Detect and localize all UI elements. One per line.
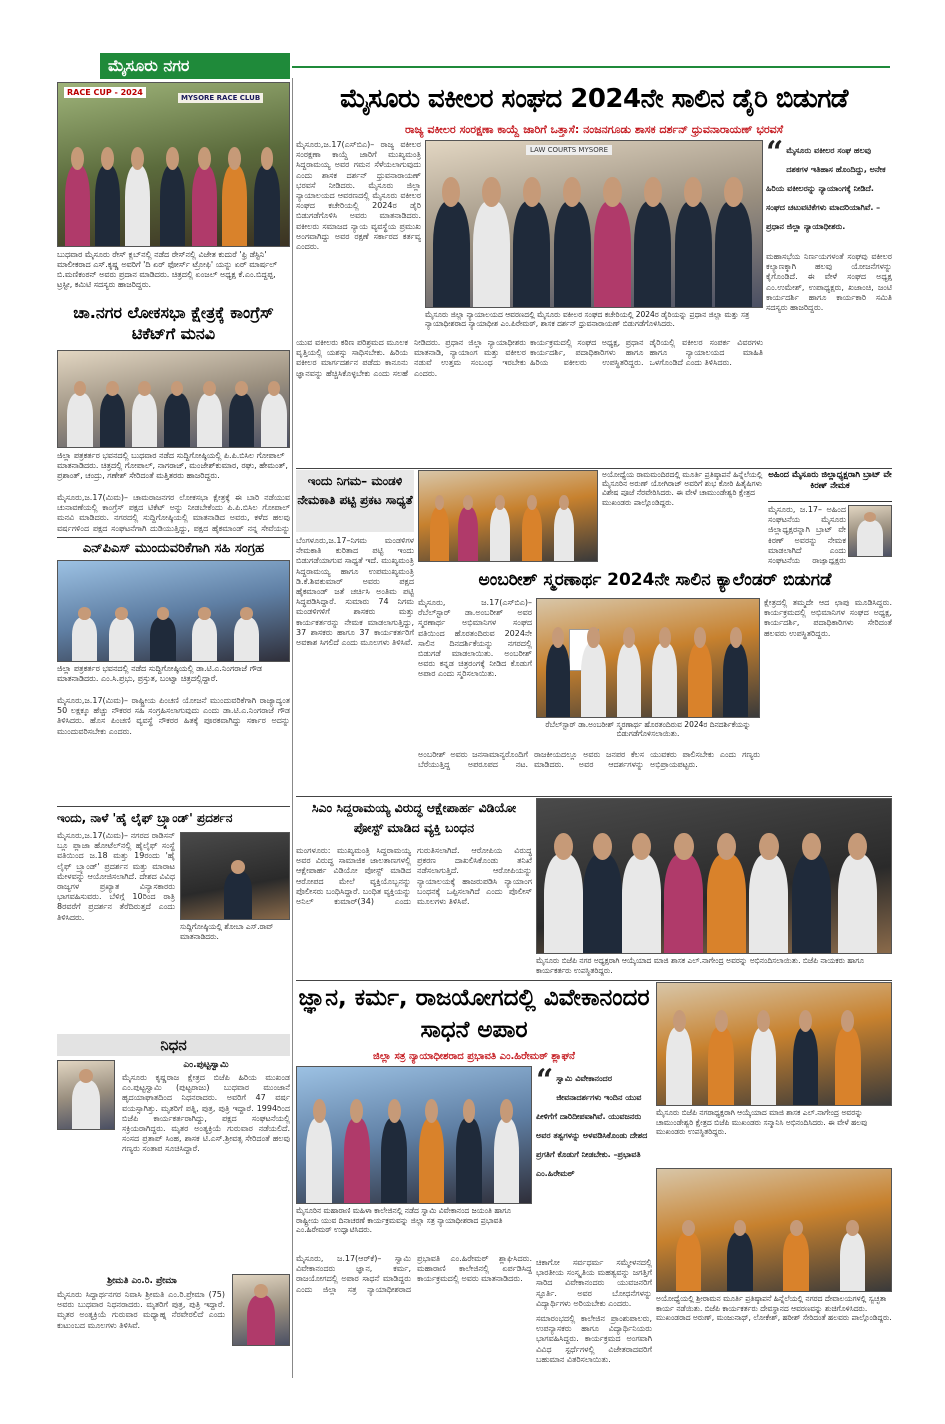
lead-quote: ಮೈಸೂರು ವಕೀಲರ ಸಂಘ ಹಲವು ದಶಕಗಳ ಇತಿಹಾಸ ಹೊಂದಿದ್ದು, ಅನೇಕ ಹಿರಿಯ ವಕೀಲರನ್ನು ನ್ಯಾಯಾಂಗಕ್ಕೆ ನೀಡಿದೆ. ಸಂಘದ ಚಟುವಟಿಕೆಗಳು ಮಾದರಿಯಾಗಿವೆ. –ಪ್ರಧಾನ ಜಿಲ್ಲಾ ನ್ಯಾಯಾಧೀಶರು. — [766, 146, 886, 231]
halflife-headline: ಇಂದು, ನಾಳೆ 'ಹೈ ಲೈಫ್ ಬ್ರ್ಯಾಂಡ್' ಪ್ರದರ್ಶನ — [57, 811, 233, 825]
calendar-col3: ಕ್ಷೇತ್ರದಲ್ಲಿ ತಮ್ಮದೇ ಆದ ಛಾಪು ಮೂಡಿಸಿದ್ದರು. ಕಾರ್ಯಕ್ರಮದಲ್ಲಿ ಅಭಿಮಾನಿಗಳ ಸಂಘದ ಅಧ್ಯಕ್ಷ, ಕಾರ್ಯದರ್ಶಿ, ಪದಾಧಿಕಾರಿಗಳು ಸೇರಿದಂತೆ ಹಲವರು ಉಪಸ್ಥಿತರಿದ್ದರು. — [764, 598, 892, 638]
bhrat-headline: ಅಹಿಂದ ಮೈಸೂರು ಜಿಲ್ಲಾಧ್ಯಕ್ಷರಾಗಿ ಬ್ರಾಟ್ ವೇ ಕಿರಣ್ ನೇಮಕ — [768, 470, 892, 491]
halflife-caption: ಸುದ್ದಿಗೋಷ್ಠಿಯಲ್ಲಿ ಶೋಬಾ ಎಸ್.ರಾವ್ ಮಾತನಾಡಿದರು. — [180, 922, 274, 941]
vivek-quote: ಸ್ವಾಮಿ ವಿವೇಕಾನಂದರ ಜೀವನಾದರ್ಶಗಳು ಇಂದಿನ ಯುವ ಪೀಳಿಗೆಗೆ ದಾರಿದೀಪವಾಗಿವೆ. ಯುವಜನರು ಅವರ ತತ್ವಗಳನ್ನು ಅಳವಡಿಸಿಕೊಂಡು ದೇಶದ ಪ್ರಗತಿಗೆ ಕೊಡುಗೆ ನೀಡಬೇಕು. –ಪ್ರಭಾವತಿ ಎಂ.ಹಿರೇಮಠ್ — [536, 1074, 648, 1178]
right-photo-1 — [656, 982, 892, 1106]
obituary-headline: ನಿಧನ — [160, 1036, 187, 1054]
lead-banner: LAW COURTS MYSORE — [526, 145, 612, 155]
registration-marks-left — [60, 1404, 120, 1412]
lead-col3: ಕಾರ್ಯಕ್ರಮದಲ್ಲಿ ಸಂಘದ ಅಧ್ಯಕ್ಷ, ಪ್ರಧಾನ ಕಾರ್ಯದರ್ಶಿ, ಪದಾಧಿಕಾರಿಗಳು ಹಾಗೂ ಹಿರಿಯ ವಕೀಲರು ಉಪಸ್ಥಿತರಿದ್ದರು. ಡೈರಿಯಲ್ಲಿ ವಕೀಲರ ಸಂಪರ್ಕ ವಿವರಗಳು ಹಾಗೂ ನ್ಯಾಯಾಲಯದ ಮಾಹಿತಿ ಒಳಗೊಂಡಿದೆ ಎಂದು ತಿಳಿಸಿದರು. — [530, 338, 763, 368]
halflife-rule — [57, 806, 290, 807]
halflife-body: ಮೈಸೂರು,ಜ.17(ಮಿಮ)– ನಗರದ ರಾಡಿಸನ್ ಬ್ಲೂ ಪ್ಲಾಜಾ ಹೋಟೆಲ್‌ನಲ್ಲಿ ಹೈಲೈಫ್ ಸಂಸ್ಥೆ ವತಿಯಿಂದ ಜ.18 ಮತ್ತು 19ರಂದು 'ಹೈ ಲೈಫ್ ಬ್ರ್ಯಾಂಡ್' ಪ್ರದರ್ಶನ ಮತ್ತು ಮಾರಾಟ ಮೇಳವನ್ನು ಆಯೋಜಿಸಲಾಗಿದೆ. ದೇಶದ ವಿವಿಧ ರಾಜ್ಯಗಳ ಪ್ರಖ್ಯಾತ ವಿನ್ಯಾಸಕಾರರು ಭಾಗವಹಿಸುವರು. ಬೆಳಿಗ್ಗೆ 10ರಿಂದ ರಾತ್ರಿ 8ರವರೆಗೆ ಪ್ರದರ್ಶನ ತೆರೆದಿರುತ್ತದೆ ಎಂದು ತಿಳಿಸಿದರು. — [57, 831, 175, 922]
masthead-rule — [292, 66, 890, 68]
right-photo-2 — [656, 1168, 892, 1292]
right-photo-2-caption: ಅಯೋಧ್ಯೆಯಲ್ಲಿ ಶ್ರೀರಾಮನ ಮೂರ್ತಿ ಪ್ರತಿಷ್ಠಾಪನೆ ಹಿನ್ನೆಲೆಯಲ್ಲಿ ನಗರದ ದೇವಾಲಯಗಳಲ್ಲಿ ಸ್ವಚ್ಛತಾ ಕಾರ್ಯ ನಡೆಯಿತು. ಬಿಜೆಪಿ ಕಾರ್ಯಕರ್ತರು ದೇವಸ್ಥಾನದ ಆವರಣವನ್ನು ಶುಚಿಗೊಳಿಸಿದರು. ಮುಖಂಡರಾದ ಅರುಣ್, ಮಂಜುನಾಥ್, ಲೋಕೇಶ್, ಹರೀಶ್ ಸೇರಿದಂತೆ ಹಲವರು ಪಾಲ್ಗೊಂಡಿದ್ದರು. — [656, 1294, 892, 1322]
calendar-col2: ಅಂಬರೀಶ್ ಅವರು ಜನಸಾಮಾನ್ಯರೊಂದಿಗೆ ಬೆರೆಯುತ್ತಿದ್ದ ಅಪರೂಪದ ನಟ. ರಾಜಕೀಯದಲ್ಲೂ ಅವರು ಜನಪರ ಕೆಲಸ ಮಾಡಿದರು. ಅವರ ಆದರ್ಶಗಳನ್ನು ಯುವಕರು ಪಾಲಿಸಬೇಕು ಎಂದು ಗಣ್ಯರು ಅಭಿಪ್ರಾಯಪಟ್ಟರು. — [418, 750, 760, 770]
cm-rule — [296, 796, 892, 797]
section-title — [100, 53, 290, 79]
section-title-text: ಮೈಸೂರು ನಗರ — [108, 56, 190, 75]
cm-body: ಮಂಗಳೂರು: ಮುಖ್ಯಮಂತ್ರಿ ಸಿದ್ದರಾಮಯ್ಯ ಅವರ ವಿರುದ್ಧ ಸಾಮಾಜಿಕ ಜಾಲತಾಣಗಳಲ್ಲಿ ಆಕ್ಷೇಪಾರ್ಹ ವಿಡಿಯೋ ಪೋಸ್ಟ್ ಮಾಡಿದ ಆರೋಪದ ಮೇಲೆ ವ್ಯಕ್ತಿಯೊಬ್ಬನನ್ನು ಪೊಲೀಸರು ಬಂಧಿಸಿದ್ದಾರೆ. ಬಂಧಿತ ವ್ಯಕ್ತಿಯನ್ನು ಅನಿಲ್ ಕುಮಾರ್(34) ಎಂದು ಗುರುತಿಸಲಾಗಿದೆ. ಆರೋಪಿಯ ವಿರುದ್ಧ ಪ್ರಕರಣ ದಾಖಲಿಸಿಕೊಂಡು ತನಿಖೆ ನಡೆಸಲಾಗುತ್ತಿದೆ. ಆರೋಪಿಯನ್ನು ನ್ಯಾಯಾಲಯಕ್ಕೆ ಹಾಜರುಪಡಿಸಿ ನ್ಯಾಯಾಂಗ ಬಂಧನಕ್ಕೆ ಒಪ್ಪಿಸಲಾಗಿದೆ ಎಂದು ಪೊಲೀಸ್ ಮೂಲಗಳು ತಿಳಿಸಿವೆ. — [296, 846, 532, 907]
race-cup-caption: ಬುಧವಾರ ಮೈಸೂರು ರೇಸ್ ಕ್ಲಬ್‌ನಲ್ಲಿ ನಡೆದ ರೇಸ್‌ನಲ್ಲಿ ವಿಜೇತ ಕುದುರೆ 'ಫ್ರಿ ಡೆಸ್ಟಿನಿ' ಮಾಲೀಕರಾದ ಎಸ್.ಕೃಷ್ಣ ಅವರಿಗೆ 'ದಿ ಏರ್ ಫೋರ್ಸ್ ಟ್ರೋಫಿ' ಯನ್ನು ಏರ್ ಮಾರ್ಷಲ್ ಬಿ.ಮಣಿಕಂಠನ್ ಅವರು ಪ್ರದಾನ ಮಾಡಿದರು. ಚಿತ್ರದಲ್ಲಿ ಏಂಜಲ್ ಅಧ್ಯಕ್ಷ ಕೆ.ಎಂ.ಬಿದ್ದಪ್ಪ, ಟ್ರಸ್ಟೀ, ಕಮಿಟಿ ಸದಸ್ಯರು ಹಾಜರಿದ್ದರು. — [57, 250, 278, 289]
nps-photo — [57, 560, 290, 662]
mandala-header — [296, 470, 414, 532]
calendar-col1: ಮೈಸೂರು, ಜ.17(ಎಸ್‌ಬಿಎ)– ರೆಬೆಲ್‌ಸ್ಟಾರ್ ಡಾ.ಅಂಬರೀಶ್ ಅವರ ಸ್ಮರಣಾರ್ಥ ಅಭಿಮಾನಿಗಳ ಸಂಘದ ವತಿಯಿಂದ ಹೊರತಂದಿರುವ 2024ನೇ ಸಾಲಿನ ದಿನದರ್ಶಿಕೆಯನ್ನು ನಗರದಲ್ಲಿ ಬಿಡುಗಡೆ ಮಾಡಲಾಯಿತು. ಅಂಬರೀಶ್ ಅವರು ಕನ್ನಡ ಚಿತ್ರರಂಗಕ್ಕೆ ನೀಡಿದ ಕೊಡುಗೆ ಅಪಾರ ಎಂದು ಸ್ಮರಿಸಲಾಯಿತು. — [418, 598, 532, 679]
vivek-photo — [296, 1066, 532, 1204]
bjp-caption: ಮೈಸೂರು ಬಿಜೆಪಿ ನಗರ ಅಧ್ಯಕ್ಷರಾಗಿ ಆಯ್ಕೆಯಾದ ಮಾಜಿ ಶಾಸಕ ಎಲ್.ನಾಗೇಂದ್ರ ಅವರನ್ನು ಅಭಿನಂದಿಸಲಾಯಿತು. ಬಿಜೆಪಿ ನಾಯಕರು ಹಾಗೂ ಕಾರ್ಯಕರ್ತರು ಉಪಸ್ಥಿತರಿದ್ದರು. — [536, 956, 865, 975]
race-cup-photo — [57, 82, 290, 247]
obituary-photo-1 — [57, 1060, 115, 1130]
vivek-quote-box — [536, 1066, 652, 1256]
race-cup-banner: RACE CUP - 2024 — [64, 87, 146, 98]
cm-headline: ಸಿಎಂ ಸಿದ್ದರಾಮಯ್ಯ ವಿರುದ್ಧ ಆಕ್ಷೇಪಾರ್ಹ ವಿಡಿಯೋ ಪೋಸ್ಟ್ ಮಾಡಿದ ವ್ಯಕ್ತಿ ಬಂಧನ — [311, 800, 517, 835]
congress-photo — [57, 350, 290, 448]
bhrat-photo — [848, 505, 892, 557]
vivek-quote-mark-icon: “ — [536, 1066, 554, 1098]
masthead — [0, 0, 945, 46]
lead-photo — [425, 140, 763, 308]
bhrat-header — [768, 470, 892, 502]
lead-subhead: ರಾಜ್ಯ ವಕೀಲರ ಸಂರಕ್ಷಣಾ ಕಾಯ್ದೆ ಜಾರಿಗೆ ಒತ್ತಾಸೆ: ನಂಜನಗೂಡು ಶಾಸಕ ದರ್ಶನ್ ಧ್ರುವನಾರಾಯಣ್ ಭರವಸೆ — [404, 123, 784, 136]
lead-headline: ಮೈಸೂರು ವಕೀಲರ ಸಂಘದ 2024ನೇ ಸಾಲಿನ ಡೈರಿ ಬಿಡುಗಡೆ — [340, 84, 848, 114]
vivek-rule — [296, 980, 892, 981]
obituary-header — [57, 1034, 290, 1056]
lead-col2: ಯುವ ವಕೀಲರು ಕಠಿಣ ಪರಿಶ್ರಮದ ಮೂಲಕ ವೃತ್ತಿಯಲ್ಲಿ ಯಶಸ್ಸು ಸಾಧಿಸಬೇಕು. ಹಿರಿಯ ವಕೀಲರ ಮಾರ್ಗದರ್ಶನ ಪಡೆದು ಕಾನೂನು ಜ್ಞಾನವನ್ನು ಹೆಚ್ಚಿಸಿಕೊಳ್ಳಬೇಕು ಎಂದು ಸಲಹೆ ನೀಡಿದರು. ಪ್ರಧಾನ ಜಿಲ್ಲಾ ನ್ಯಾಯಾಧೀಶರು ಮಾತನಾಡಿ, ನ್ಯಾಯಾಂಗ ಮತ್ತು ವಕೀಲರ ನಡುವೆ ಉತ್ತಮ ಸಂಬಂಧ ಇರಬೇಕು ಎಂದರು. — [296, 338, 526, 378]
vivek-headline: ಜ್ಞಾನ, ಕರ್ಮ, ರಾಜಯೋಗದಲ್ಲಿ ವಿವೇಕಾನಂದರ ಸಾಧನೆ ಅಪಾರ — [298, 985, 650, 1043]
obituary-body-1: ಮೈಸೂರು ಕೃಷ್ಣರಾಜ ಕ್ಷೇತ್ರದ ಬಿಜೆಪಿ ಹಿರಿಯ ಮುಖಂಡ ಎಂ.ಪುಟ್ಟಸ್ವಾಮಿ (ಪುಟ್ಟರಾಜು) ಬುಧವಾರ ಮುಂಜಾನೆ ಹೃದಯಾಘಾತದಿಂದ ನಿಧನರಾದರು. ಅವರಿಗೆ 47 ವರ್ಷ ವಯಸ್ಸಾಗಿತ್ತು. ಮೃತರಿಗೆ ಪತ್ನಿ, ಪುತ್ರ, ಪುತ್ರಿ ಇದ್ದಾರೆ. 1994ರಿಂದ ಬಿಜೆಪಿ ಕಾರ್ಯಕರ್ತರಾಗಿದ್ದು, ಪಕ್ಷದ ಸಂಘಟನೆಯಲ್ಲಿ ಸಕ್ರಿಯರಾಗಿದ್ದರು. ಮೃತರ ಅಂತ್ಯಕ್ರಿಯೆ ಗುರುವಾರ ನಡೆಯಲಿದೆ. ಸಂಸದ ಪ್ರತಾಪ್ ಸಿಂಹ, ಶಾಸಕ ಟಿ.ಎಸ್.ಶ್ರೀವತ್ಸ ಸೇರಿದಂತೆ ಹಲವು ಗಣ್ಯರು ಸಂತಾಪ ಸೂಚಿಸಿದ್ದಾರೆ. — [122, 1073, 290, 1154]
lead-col1b — [296, 320, 421, 330]
vivek-photo-caption: ಮೈಸೂರಿನ ಮಹಾರಾಣಿ ಮಹಿಳಾ ಕಾಲೇಜಿನಲ್ಲಿ ನಡೆದ ಸ್ವಾಮಿ ವಿವೇಕಾನಂದ ಜಯಂತಿ ಹಾಗೂ ರಾಷ್ಟ್ರೀಯ ಯುವ ದಿನಾಚರಣೆ ಕಾರ್ಯಕ್ರಮವನ್ನು ಜಿಲ್ಲಾ ಸತ್ರ ನ್ಯಾಯಾಧೀಶರಾದ ಪ್ರಭಾವತಿ ಎಂ.ಹಿರೇಮಠ್ ಉದ್ಘಾಟಿಸಿದರು. — [296, 1206, 512, 1234]
obituary-name-1: ಎಂ.ಪುಟ್ಟಸ್ವಾಮಿ — [183, 1060, 229, 1070]
quote-mark-icon: “ — [766, 138, 784, 170]
lead-photo-caption: ಮೈಸೂರು ಜಿಲ್ಲಾ ನ್ಯಾಯಾಲಯದ ಆವರಣದಲ್ಲಿ ಮೈಸೂರು ವಕೀಲರ ಸಂಘದ ಕಚೇರಿಯಲ್ಲಿ 2024ರ ಡೈರಿಯನ್ನು ಪ್ರಧಾನ ಜಿಲ್ಲಾ ಮತ್ತು ಸತ್ರ ನ್ಯಾಯಾಧೀಶರಾದ ನ್ಯಾಯಾಧೀಶ ಎಂ.ಪಿರೇಮಠ್, ಶಾಸಕ ದರ್ಶನ್ ಧ್ರುವನಾರಾಯಣ್ ಬಿಡುಗಡೆಗೊಳಿಸಿದರು. — [425, 310, 750, 328]
lead-quote-box — [766, 138, 892, 248]
bhrat-body: ಮೈಸೂರು, ಜ.17– ಅಹಿಂದ ಸಂಘಟನೆಯ ಮೈಸೂರು ಜಿಲ್ಲಾಧ್ಯಕ್ಷರನ್ನಾಗಿ ಬ್ರಾಟ್ ವೇ ಕಿರಣ್ ಅವರನ್ನು ನೇಮಕ ಮಾಡಲಾಗಿದೆ ಎಂದು ಸಂಘಟನೆಯ ರಾಜ್ಯಾಧ್ಯಕ್ಷರು — [768, 505, 846, 565]
calendar-photo — [536, 598, 760, 718]
right-photo-1-caption: ಮೈಸೂರು ಬಿಜೆಪಿ ನಗರಾಧ್ಯಕ್ಷರಾಗಿ ಆಯ್ಕೆಯಾದ ಮಾಜಿ ಶಾಸಕ ಎಲ್.ನಾಗೇಂದ್ರ ಅವರನ್ನು ಚಾಮುಂಡೇಶ್ವರಿ ಕ್ಷೇತ್ರದ ಬಿಜೆಪಿ ಮುಖಂಡರು ಸನ್ಮಾನಿಸಿ ಅಭಿನಂದಿಸಿದರು. ಈ ವೇಳೆ ಹಲವು ಮುಖಂಡರು ಉಪಸ್ಥಿತರಿದ್ದರು. — [656, 1108, 868, 1136]
nps-rule — [57, 537, 290, 538]
rama-photo — [418, 470, 598, 562]
registration-marks-right — [828, 1404, 888, 1412]
bjp-photo — [536, 798, 892, 954]
obituary-name-2: ಶ್ರೀಮತಿ ಎಂ.ರಿ. ಪ್ರೇಮಾ — [107, 1276, 177, 1286]
obituary-body-2: ಮೈಸೂರು ಸಿದ್ದಾರ್ಥನಗರ ನಿವಾಸಿ ಶ್ರೀಮತಿ ಎಂ.ರಿ.ಪ್ರೇಮಾ (75) ಅವರು ಬುಧವಾರ ನಿಧನರಾದರು. ಮೃತರಿಗೆ ಪುತ್ರ, ಪುತ್ರಿ ಇದ್ದಾರೆ. ಮೃತರ ಅಂತ್ಯಕ್ರಿಯೆ ಗುರುವಾರ ಮಧ್ಯಾಹ್ನ ನೆರವೇರಲಿದೆ ಎಂದು ಕುಟುಂಬದ ಮೂಲಗಳು ತಿಳಿಸಿವೆ. — [57, 1290, 225, 1330]
mandala-body: ಬೆಂಗಳೂರು,ಜ.17–ನಿಗಮ ಮಂಡಳಿಗಳ ನೇಮಕಾತಿ ಕುರಿತಾದ ಪಟ್ಟಿ ಇಂದು ಬಿಡುಗಡೆಯಾಗುವ ಸಾಧ್ಯತೆ ಇದೆ. ಮುಖ್ಯಮಂತ್ರಿ ಸಿದ್ದರಾಮಯ್ಯ ಹಾಗೂ ಉಪಮುಖ್ಯಮಂತ್ರಿ ಡಿ.ಕೆ.ಶಿವಕುಮಾರ್ ಅವರು ಪಕ್ಷದ ಹೈಕಮಾಂಡ್ ಜತೆ ಚರ್ಚಿಸಿ ಅಂತಿಮ ಪಟ್ಟಿ ಸಿದ್ಧಪಡಿಸಿದ್ದಾರೆ. ಸುಮಾರು 74 ನಿಗಮ ಮಂಡಳಿಗಳಿಗೆ ಶಾಸಕರು ಮತ್ತು ಕಾರ್ಯಕರ್ತರನ್ನು ನೇಮಕ ಮಾಡಲಾಗುತ್ತಿದ್ದು, 37 ಶಾಸಕರು ಹಾಗೂ 37 ಕಾರ್ಯಕರ್ತರಿಗೆ ಅವಕಾಶ ಸಿಗಲಿದೆ ಎಂದು ಮೂಲಗಳು ತಿಳಿಸಿವೆ. — [296, 536, 414, 648]
congress-caption: ಜಿಲ್ಲಾ ಪತ್ರಕರ್ತರ ಭವನದಲ್ಲಿ ಬುಧವಾರ ನಡೆದ ಸುದ್ದಿಗೋಷ್ಠಿಯಲ್ಲಿ ಪಿ.ಪಿ.ಬಿಸಿಲ ಗೋಪಾಲ್ ಮಾತನಾಡಿದರು. ಚಿತ್ರದಲ್ಲಿ ಗೋಪಾಲ್, ನಾಗರಾಜ್, ಮಂಜೇಶ್‌ಕುಮಾರ, ರಘು, ಹೇಮಂತ್, ಪ್ರಶಾಂತ್, ಚಂದ್ರು, ಗಣೇಶ್ ಸೇರಿದಂತೆ ಮತ್ತಿತರರು ಹಾಜರಿದ್ದರು. — [57, 451, 288, 480]
lead-col1: ಮೈಸೂರು,ಜ.17(ಎಸ್‌ಬಿಎ)– ರಾಜ್ಯ ವಕೀಲರ ಸಂರಕ್ಷಣಾ ಕಾಯ್ದೆ ಜಾರಿಗೆ ಮುಖ್ಯಮಂತ್ರಿ ಸಿದ್ದರಾಮಯ್ಯ ಅವರ ಗಮನ ಸೆಳೆಯಲಾಗುವುದು ಎಂದು ಶಾಸಕ ದರ್ಶನ್ ಧ್ರುವನಾರಾಯಣ್ ಭರವಸೆ ನೀಡಿದರು. ಮೈಸೂರು ಜಿಲ್ಲಾ ನ್ಯಾಯಾಲಯದ ಆವರಣದಲ್ಲಿ ಮೈಸೂರು ವಕೀಲರ ಸಂಘದ ಕಚೇರಿಯಲ್ಲಿ 2024ರ ಡೈರಿ ಬಿಡುಗಡೆಗೊಳಿಸಿ ಅವರು ಮಾತನಾಡಿದರು. ವಕೀಲರು ಸಮಾಜದ ನ್ಯಾಯ ವ್ಯವಸ್ಥೆಯ ಪ್ರಮುಖ ಅಂಗವಾಗಿದ್ದು ಅವರ ರಕ್ಷಣೆ ಸರ್ಕಾರದ ಕರ್ತವ್ಯ ಎಂದರು. — [296, 140, 421, 252]
nps-headline: ಎನ್‌ಪಿಎಸ್ ಮುಂದುವರಿಕೆಗಾಗಿ ಸಹಿ ಸಂಗ್ರಹ — [82, 541, 265, 556]
mandala-headline: ಇಂದು ನಿಗಮ– ಮಂಡಳಿ ನೇಮಕಾತಿ ಪಟ್ಟಿ ಪ್ರಕಟ ಸಾಧ್ಯತೆ — [297, 474, 413, 507]
vivek-subhead: ಜಿಲ್ಲಾ ಸತ್ರ ನ್ಯಾಯಾಧೀಶರಾದ ಪ್ರಭಾವತಿ ಎಂ.ಹಿರೇಮಠ್ ಶ್ಲಾಘನೆ — [373, 1051, 575, 1062]
race-club-sign: MYSORE RACE CLUB — [178, 93, 263, 103]
halflife-photo — [180, 832, 290, 920]
vivek-col1: ಮೈಸೂರು, ಜ.17(ಆರ್‌ಕೆ)– ಸ್ವಾಮಿ ವಿವೇಕಾನಂದರು ಜ್ಞಾನ, ಕರ್ಮ, ರಾಜಯೋಗದಲ್ಲಿ ಅಪಾರ ಸಾಧನೆ ಮಾಡಿದ್ದರು ಎಂದು ಜಿಲ್ಲಾ ಸತ್ರ ನ್ಯಾಯಾಧೀಶರಾದ ಪ್ರಭಾವತಿ ಎಂ.ಹಿರೇಮಠ್ ಶ್ಲಾಘಿಸಿದರು. ಮಹಾರಾಣಿ ಕಾಲೇಜಿನಲ್ಲಿ ಏರ್ಪಡಿಸಿದ್ದ ಕಾರ್ಯಕ್ರಮದಲ್ಲಿ ಅವರು ಮಾತನಾಡಿದರು. — [296, 1254, 532, 1294]
rama-caption: ಅಯೋಧ್ಯೆಯ ರಾಮಮಂದಿರದಲ್ಲಿ ಮೂರ್ತಿ ಪ್ರತಿಷ್ಠಾಪನೆ ಹಿನ್ನೆಲೆಯಲ್ಲಿ ಮೈಸೂರಿನ ಅರುಣ್ ಯೋಗಿರಾಜ್ ಅವರಿಗೆ ಶುಭ ಕೋರಿ ಹಿತೈಷಿಗಳು ವಿಶೇಷ ಪೂಜೆ ನೆರವೇರಿಸಿದರು. ಈ ವೇಳೆ ಚಾಮುಂಡೇಶ್ವರಿ ಕ್ಷೇತ್ರದ ಮುಖಂಡರು ಪಾಲ್ಗೊಂಡಿದ್ದರು. — [602, 470, 763, 507]
left-column-divider — [292, 78, 293, 1378]
calendar-headline: ಅಂಬರೀಶ್ ಸ್ಮರಣಾರ್ಥ 2024ನೇ ಸಾಲಿನ ಕ್ಯಾಲೆಂಡರ್ ಬಿಡುಗಡೆ — [478, 570, 832, 590]
mandala-rule — [296, 468, 892, 469]
congress-headline: ಚಾ.ನಗರ ಲೋಕಸಭಾ ಕ್ಷೇತ್ರಕ್ಕೆ ಕಾಂಗ್ರೆಸ್ ಟಿಕೆಟ್‌ಗೆ ಮನವಿ — [73, 303, 274, 343]
halflife-body-2 — [180, 946, 290, 1031]
nps-body: ಮೈಸೂರು,ಜ.17(ಮಿಮ)– ರಾಷ್ಟ್ರೀಯ ಪಿಂಚಣಿ ಯೋಜನೆ ಮುಂದುವರಿಕೆಗಾಗಿ ರಾಜ್ಯಾದ್ಯಂತ 50 ಲಕ್ಷಕ್ಕೂ ಹೆಚ್ಚು ನೌಕರರ ಸಹಿ ಸಂಗ್ರಹಿಸಲಾಗುವುದು ಎಂದು ಡಾ.ಟಿ.ಎ.ನಿಂಗರಾಜೆ ಗೌಡ ತಿಳಿಸಿದರು. ಹೊಸ ಪಿಂಚಣಿ ವ್ಯವಸ್ಥೆ ನೌಕರರ ಹಿತಕ್ಕೆ ಪೂರಕವಾಗಿದ್ದು ಸರ್ಕಾರ ಅದನ್ನು ಮುಂದುವರಿಸಬೇಕು ಎಂದರು. — [57, 696, 290, 736]
obituary-photo-2 — [232, 1274, 290, 1346]
congress-body: ಮೈಸೂರು,ಜ.17(ಮಿಮ)– ಚಾಮರಾಜನಗರ ಲೋಕಸಭಾ ಕ್ಷೇತ್ರಕ್ಕೆ ಈ ಬಾರಿ ನಡೆಯುವ ಚುನಾವಣೆಯಲ್ಲಿ ಕಾಂಗ್ರೆಸ್ ಪಕ್ಷದ ಟಿಕೆಟ್ ಅನ್ನು ನೀಡಬೇಕೆಂದು ಪಿ.ಪಿ.ಬಿಸಿಲ ಗೋಪಾಲ್ ಮನವಿ ಮಾಡಿದರು. ನಗರದಲ್ಲಿ ಸುದ್ದಿಗೋಷ್ಠಿಯಲ್ಲಿ ಮಾತನಾಡಿದ ಅವರು, ಕಳೆದ ಹಲವು ವರ್ಷಗಳಿಂದ ಪಕ್ಷದ ಸಂಘಟನೆಗಾಗಿ ದುಡಿಯುತ್ತಿದ್ದು, ಪಕ್ಷದ ಹೈಕಮಾಂಡ್ ನನ್ನ ಸೇವೆಯನ್ನು — [57, 493, 290, 533]
vivek-col3: ಸಮಾರಂಭದಲ್ಲಿ ಕಾಲೇಜಿನ ಪ್ರಾಂಶುಪಾಲರು, ಉಪನ್ಯಾಸಕರು ಹಾಗೂ ವಿದ್ಯಾರ್ಥಿನಿಯರು ಭಾಗವಹಿಸಿದ್ದರು. ಕಾರ್ಯಕ್ರಮದ ಅಂಗವಾಗಿ ವಿವಿಧ ಸ್ಪರ್ಧೆಗಳಲ್ಲಿ ವಿಜೇತರಾದವರಿಗೆ ಬಹುಮಾನ ವಿತರಿಸಲಾಯಿತು. — [536, 1314, 652, 1364]
lead-side: ಮಹಾಸಭೆಯ ನಿರ್ಣಯಗಳಂತೆ ಸಂಘವು ವಕೀಲರ ಕಲ್ಯಾಣಕ್ಕಾಗಿ ಹಲವು ಯೋಜನೆಗಳನ್ನು ಕೈಗೊಂಡಿದೆ. ಈ ವೇಳೆ ಸಂಘದ ಅಧ್ಯಕ್ಷ ಎಂ.ಉಮೇಶ್, ಉಪಾಧ್ಯಕ್ಷರು, ಖಜಾಂಚಿ, ಜಂಟಿ ಕಾರ್ಯದರ್ಶಿ ಹಾಗೂ ಕಾರ್ಯಕಾರಿ ಸಮಿತಿ ಸದಸ್ಯರು ಹಾಜರಿದ್ದರು. — [766, 252, 892, 313]
nps-caption: ಜಿಲ್ಲಾ ಪತ್ರಕರ್ತರ ಭವನದಲ್ಲಿ ನಡೆದ ಸುದ್ದಿಗೋಷ್ಠಿಯಲ್ಲಿ ಡಾ.ಟಿ.ಎ.ನಿಂಗರಾಜೆ ಗೌಡ ಮಾತನಾಡಿದರು. ಎಂ.ಸಿ.ಪ್ರಭು, ಪ್ರಸ್ತುತ, ಬಂಟ್ವಾ ಚಿತ್ರದಲ್ಲಿದ್ದಾರೆ. — [57, 664, 262, 683]
registration-marks-center — [452, 1404, 512, 1412]
calendar-caption: ರೆಬೆಲ್‌ಸ್ಟಾರ್ ಡಾ.ಅಂಬರೀಶ್ ಸ್ಮರಣಾರ್ಥ ಹೊರತಂದಿರುವ 2024ರ ದಿನದರ್ಶಿಕೆಯನ್ನು ಬಿಡುಗಡೆಗೊಳಿಸಲಾಯಿತು. — [545, 720, 751, 738]
vivek-col2: ಚಿಕಾಗೋ ಸರ್ವಧರ್ಮ ಸಮ್ಮೇಳನದಲ್ಲಿ ಭಾರತೀಯ ಸಂಸ್ಕೃತಿಯ ಮಹತ್ವವನ್ನು ಜಗತ್ತಿಗೆ ಸಾರಿದ ವಿವೇಕಾನಂದರು ಯುವಜನರಿಗೆ ಸ್ಫೂರ್ತಿ. ಅವರ ಬೋಧನೆಗಳನ್ನು ವಿದ್ಯಾರ್ಥಿಗಳು ಅರಿಯಬೇಕು ಎಂದರು. — [536, 1258, 652, 1308]
